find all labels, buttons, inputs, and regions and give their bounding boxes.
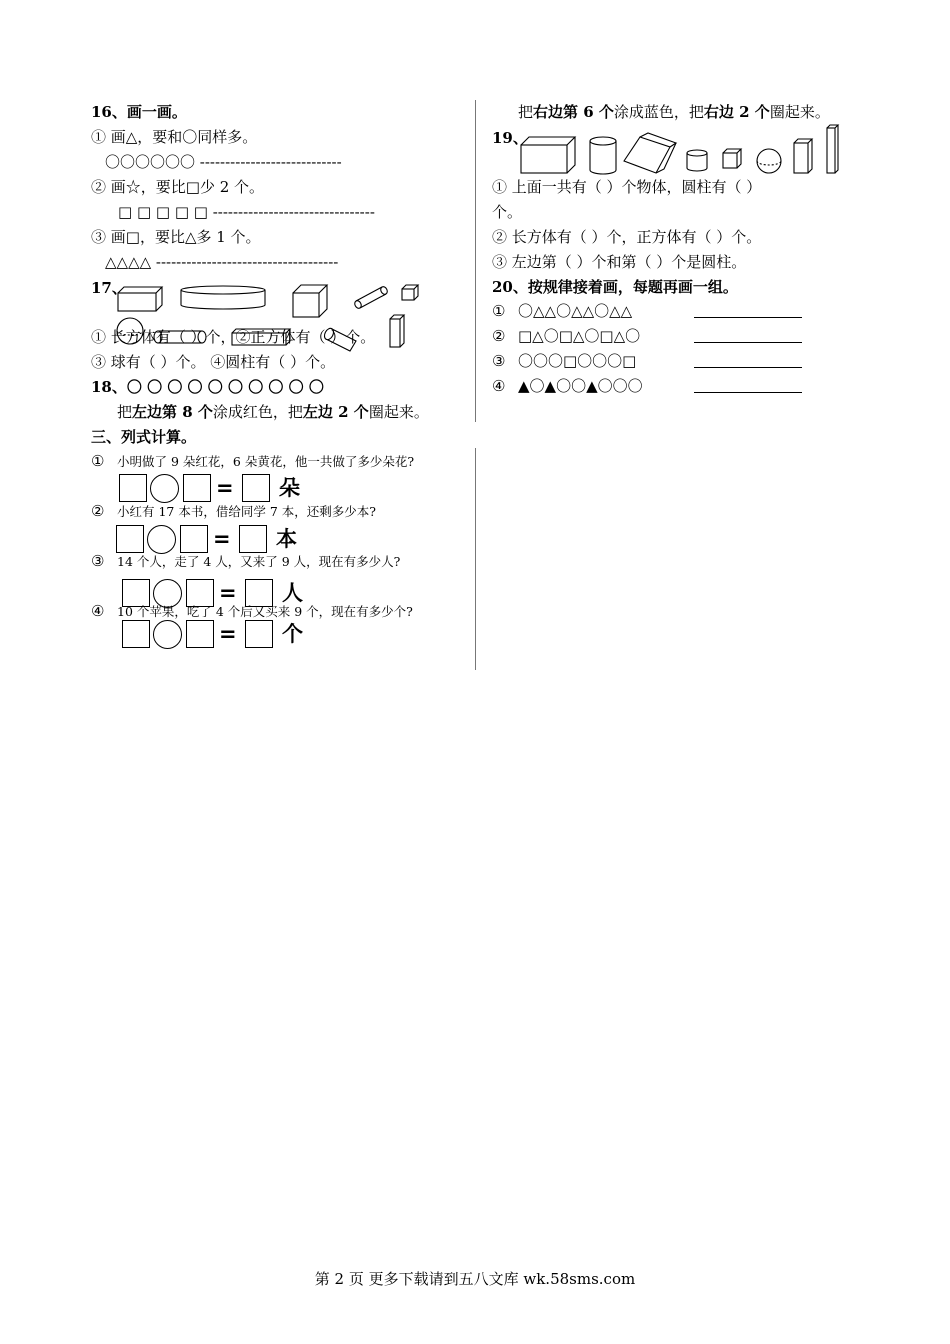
q16-line5: ③ 画□，要比△多 1 个。 bbox=[91, 228, 261, 246]
short-cylinder-icon bbox=[687, 150, 707, 171]
answer-box[interactable] bbox=[183, 474, 211, 502]
unit-label: 本 bbox=[276, 527, 297, 551]
q20-row2-answer-line[interactable] bbox=[694, 330, 802, 343]
q16-line1: ① 画△，要和〇同样多。 bbox=[91, 128, 258, 146]
small-cube-icon bbox=[402, 285, 418, 300]
equals-sign: = bbox=[219, 581, 237, 605]
cylinder-icon bbox=[590, 137, 616, 174]
answer-box[interactable] bbox=[242, 474, 270, 502]
q19-inst-e: 圈起来。 bbox=[769, 103, 830, 121]
q16-line6: △△△△ ------------------------------------ bbox=[105, 253, 339, 271]
slim-cuboid-icon bbox=[827, 125, 838, 173]
q20-row4-num: ④ bbox=[492, 377, 506, 395]
s3-item1-num: ① bbox=[91, 452, 105, 470]
tall-cuboid-icon bbox=[794, 139, 812, 173]
equals-sign: = bbox=[216, 476, 234, 500]
q19-line1: ① 上面一共有（ ）个物体，圆柱有（ ） bbox=[492, 178, 762, 196]
q19-line3: ③ 左边第（ ）个和第（ ）个是圆柱。 bbox=[492, 253, 747, 271]
q19-solids-illustration bbox=[518, 123, 843, 177]
q20-row2-seq: □△〇□△〇□△〇 bbox=[518, 327, 641, 345]
column-divider-bottom bbox=[475, 448, 476, 670]
answer-box[interactable] bbox=[186, 620, 214, 648]
q20-row3-seq: 〇〇〇□〇〇〇□ bbox=[518, 352, 637, 370]
q20-row4-answer-line[interactable] bbox=[694, 380, 802, 393]
unit-label: 朵 bbox=[279, 476, 300, 500]
s3-item2-num: ② bbox=[91, 502, 105, 520]
q18-inst-c: 涂成红色，把 bbox=[212, 403, 303, 421]
q19-instruction bbox=[518, 103, 830, 121]
answer-box[interactable] bbox=[245, 620, 273, 648]
q20-row3-answer-line[interactable] bbox=[694, 355, 802, 368]
q19-inst-b: 右边第 6 个 bbox=[533, 103, 614, 121]
q20-row1-answer-line[interactable] bbox=[694, 305, 802, 318]
unit-label: 个 bbox=[282, 622, 303, 646]
q18-circles: 18、〇 〇 〇 〇 〇 〇 〇 〇 〇 〇 bbox=[91, 378, 324, 396]
tilted-rod-icon bbox=[353, 286, 388, 310]
q18-inst-a: 把 bbox=[117, 403, 133, 421]
answer-box[interactable] bbox=[239, 525, 267, 553]
equals-sign: = bbox=[213, 527, 231, 551]
answer-box[interactable] bbox=[122, 620, 150, 648]
equals-sign: = bbox=[219, 622, 237, 646]
answer-box[interactable] bbox=[180, 525, 208, 553]
q18-inst-e: 圈起来。 bbox=[368, 403, 429, 421]
s3-item1-text: 小明做了 9 朵红花，6 朵黄花，他一共做了多少朵花? bbox=[117, 454, 415, 469]
s3-item4-num: ④ bbox=[91, 602, 105, 620]
q19-inst-d: 右边 2 个 bbox=[703, 103, 770, 121]
s3-item4-text: 10 个苹果，吃了 4 个后又买来 9 个，现在有多少个? bbox=[117, 604, 413, 619]
operator-circle[interactable] bbox=[150, 474, 179, 503]
q16-line4: □ □ □ □ □ -------------------------------- bbox=[118, 203, 375, 221]
q18-instruction bbox=[117, 403, 429, 421]
section3-title: 三、列式计算。 bbox=[91, 428, 197, 446]
q17-number: 17、 bbox=[91, 279, 127, 297]
q20-row2-num: ② bbox=[492, 327, 506, 345]
q19-line1b: 个。 bbox=[492, 203, 523, 221]
q19-number: 19、 bbox=[492, 129, 528, 147]
q20-row1-num: ① bbox=[492, 302, 506, 320]
q17-line2: ③ 球有（ ）个。 ④圆柱有（ ）个。 bbox=[91, 353, 336, 371]
answer-box[interactable] bbox=[116, 525, 144, 553]
flat-cylinder-icon bbox=[181, 286, 265, 309]
operator-circle[interactable] bbox=[147, 525, 176, 554]
q18-inst-d: 左边 2 个 bbox=[302, 403, 369, 421]
unit-label: 人 bbox=[282, 581, 303, 605]
q18-inst-b: 左边第 8 个 bbox=[132, 403, 213, 421]
large-cuboid-icon bbox=[521, 137, 575, 173]
q19-inst-a: 把 bbox=[518, 103, 534, 121]
q19-inst-c: 涂成蓝色，把 bbox=[613, 103, 704, 121]
q17-line1: ① 长方体有（ ）个，②正方体有（ ）个。 bbox=[91, 328, 376, 346]
q20-title: 20、按规律接着画，每题再画一组。 bbox=[492, 278, 738, 296]
operator-circle[interactable] bbox=[153, 620, 182, 649]
page-footer: 第 2 页 更多下载请到五八文库 wk.58sms.com bbox=[314, 1270, 636, 1288]
q20-row4-seq: ▲〇▲〇〇▲〇〇〇 bbox=[518, 377, 643, 395]
cube-icon bbox=[293, 285, 327, 317]
s3-item2-text: 小红有 17 本书，借给同学 7 本，还剩多少本? bbox=[117, 504, 376, 519]
tilted-cuboid-icon bbox=[624, 133, 676, 173]
small-cube-icon bbox=[723, 149, 741, 168]
s3-item3-num: ③ bbox=[91, 552, 105, 570]
answer-box[interactable] bbox=[119, 474, 147, 502]
q20-row3-num: ③ bbox=[492, 352, 506, 370]
q20-row1-seq: 〇△△〇△△〇△△ bbox=[518, 302, 633, 320]
q16-title: 16、画一画。 bbox=[91, 103, 187, 121]
tall-cuboid-icon bbox=[390, 315, 404, 347]
sphere-icon bbox=[757, 149, 781, 173]
s3-item3-text: 14 个人，走了 4 人，又来了 9 人，现在有多少人? bbox=[117, 554, 401, 569]
q19-line2: ② 长方体有（ ）个，正方体有（ ）个。 bbox=[492, 228, 762, 246]
column-divider-top bbox=[475, 100, 476, 422]
cuboid-icon bbox=[118, 287, 162, 311]
q16-line3: ② 画☆，要比□少 2 个。 bbox=[91, 178, 265, 196]
q16-line2: 〇〇〇〇〇〇 ---------------------------- bbox=[105, 153, 342, 171]
